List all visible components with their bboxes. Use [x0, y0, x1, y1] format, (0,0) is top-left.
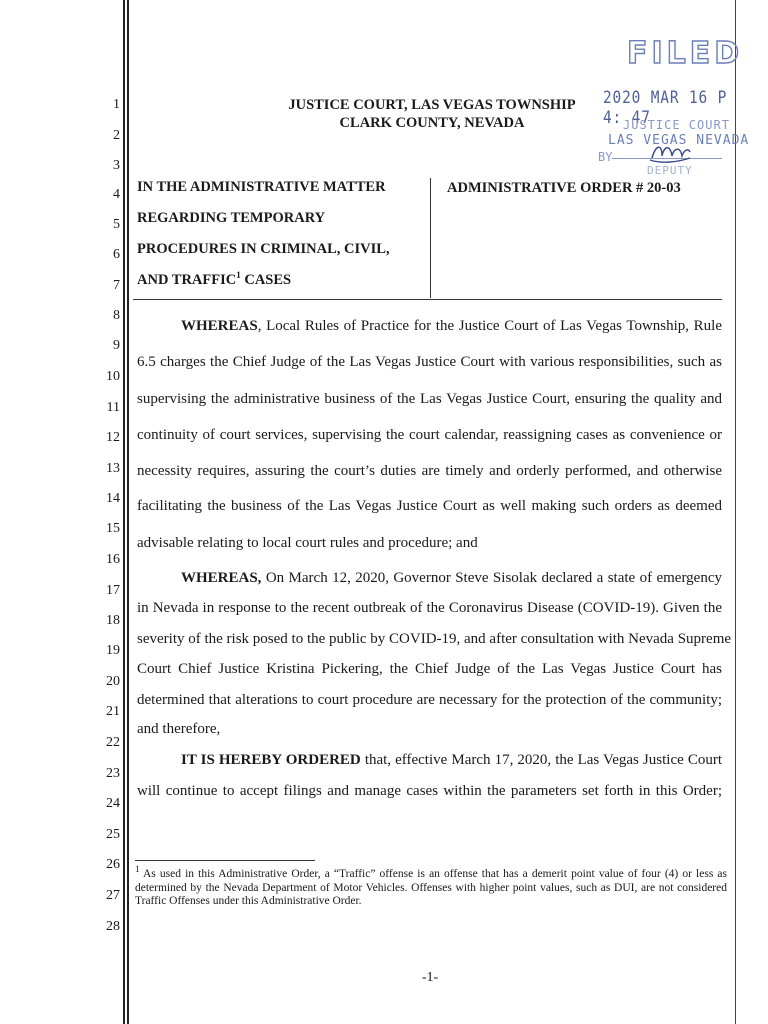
left-margin-rule	[123, 0, 125, 1024]
line-number: 10	[106, 369, 120, 384]
line-number: 3	[113, 158, 120, 173]
body-line: supervising the administrative business of the Las Vegas Justice Court, ensuring the quality and	[137, 391, 722, 407]
caption-line: REGARDING TEMPORARY	[137, 210, 326, 226]
body-line: determined that alterations to court procedure are necessary for the protection of the community;	[137, 692, 722, 708]
line-number: 8	[113, 308, 120, 323]
footnote-reference: 1	[236, 270, 241, 281]
body-text: that, effective March 17, 2020, the Las Vegas Justice Court	[360, 752, 722, 768]
page-number: -1-	[421, 970, 439, 985]
footnote-marker: 1	[135, 864, 140, 875]
line-number: 25	[106, 827, 120, 842]
line-number: 12	[106, 430, 120, 445]
stamp-filed-text: FILED	[627, 36, 744, 71]
line-number: 2	[113, 128, 120, 143]
footnote-text: As used in this Administrative Order, a “Traffic” offense is an offense that has a demerit point value of four (4) or less as determined by the Nevada Department of Motor Vehicles. Offenses with higher point values, such as DUI, are not considered Traffic Offenses under this Administrative Order.	[135, 868, 727, 908]
line-number: 13	[106, 461, 120, 476]
deputy-signature	[648, 140, 692, 166]
body-line: Court Chief Justice Kristina Pickering, the Chief Judge of the Las Vegas Justice Court has	[137, 661, 722, 677]
body-line: necessity requires, assuring the court’s duties are timely and orderly performed, and otherwise	[137, 463, 722, 479]
body-line	[181, 570, 722, 587]
body-line: will continue to accept filings and manage cases within the parameters set forth in this Order;	[137, 783, 722, 799]
caption-line: IN THE ADMINISTRATIVE MATTER	[137, 179, 386, 195]
stamp-deputy: DEPUTY	[647, 164, 693, 177]
caption-rule	[133, 299, 722, 300]
line-number: 9	[113, 338, 120, 353]
stamp-by: BY	[598, 150, 613, 164]
line-number: 21	[106, 704, 120, 719]
line-number: 22	[106, 735, 120, 750]
stamp-date: 2020 MAR 16 P 4: 47	[603, 88, 728, 128]
line-number: 17	[106, 583, 120, 598]
court-title-line2: CLARK COUNTY, NEVADA	[339, 115, 525, 131]
line-number: 6	[113, 247, 120, 262]
caption-text: AND TRAFFIC	[137, 272, 237, 288]
line-number: 27	[106, 888, 120, 903]
line-number: 28	[106, 919, 120, 934]
line-number: 7	[113, 278, 120, 293]
body-text: , Local Rules of Practice for the Justice Court of Las Vegas Township, Rule	[257, 318, 722, 334]
line-number: 15	[106, 521, 120, 536]
line-number: 19	[106, 643, 120, 658]
line-number: 16	[106, 552, 120, 567]
body-line	[181, 318, 722, 335]
line-number: 24	[106, 796, 120, 811]
body-line: advisable relating to local court rules and procedure; and	[137, 535, 478, 551]
right-margin-rule	[735, 0, 736, 1024]
footnote-rule	[135, 860, 315, 861]
body-line: facilitating the business of the Las Vegas Justice Court as well making such orders as deemed	[137, 498, 722, 514]
ordered-label: IT IS HEREBY ORDERED	[181, 752, 361, 768]
stamp-location: LAS VEGAS NEVADA	[608, 133, 750, 148]
body-line: in Nevada in response to the recent outbreak of the Coronavirus Disease (COVID-19). Given the	[137, 600, 722, 616]
body-line: continuity of court services, supervising the court calendar, reassigning cases as convenience or	[137, 427, 722, 443]
line-number: 26	[106, 857, 120, 872]
line-number: 18	[106, 613, 120, 628]
caption-text: CASES	[240, 272, 292, 288]
whereas-label: WHEREAS,	[181, 570, 262, 586]
body-line: 6.5 charges the Chief Judge of the Las Vegas Justice Court with various responsibilities, such as	[137, 354, 722, 370]
line-number: 1	[113, 97, 120, 112]
administrative-order-number: ADMINISTRATIVE ORDER # 20-03	[447, 180, 681, 196]
body-line: and therefore,	[137, 721, 221, 737]
court-title-line1: JUSTICE COURT, LAS VEGAS TOWNSHIP	[288, 97, 576, 113]
line-number: 20	[106, 674, 120, 689]
caption-line: PROCEDURES IN CRIMINAL, CIVIL,	[137, 241, 390, 257]
caption-divider	[430, 178, 431, 298]
body-line: severity of the risk posed to the public by COVID-19, and after consultation with Nevada Supreme	[137, 631, 732, 647]
line-number: 11	[106, 400, 120, 415]
line-number: 5	[113, 217, 120, 232]
footnote	[135, 864, 727, 909]
line-number: 4	[113, 187, 120, 202]
left-margin-rule-inner	[127, 0, 129, 1024]
line-number: 14	[106, 491, 120, 506]
caption-line	[137, 265, 291, 296]
whereas-label: WHEREAS	[181, 318, 258, 334]
body-line	[181, 752, 722, 769]
stamp-court: JUSTICE COURT	[623, 118, 730, 132]
body-text: On March 12, 2020, Governor Steve Sisolak declared a state of emergency	[261, 570, 722, 586]
line-number: 23	[106, 766, 120, 781]
